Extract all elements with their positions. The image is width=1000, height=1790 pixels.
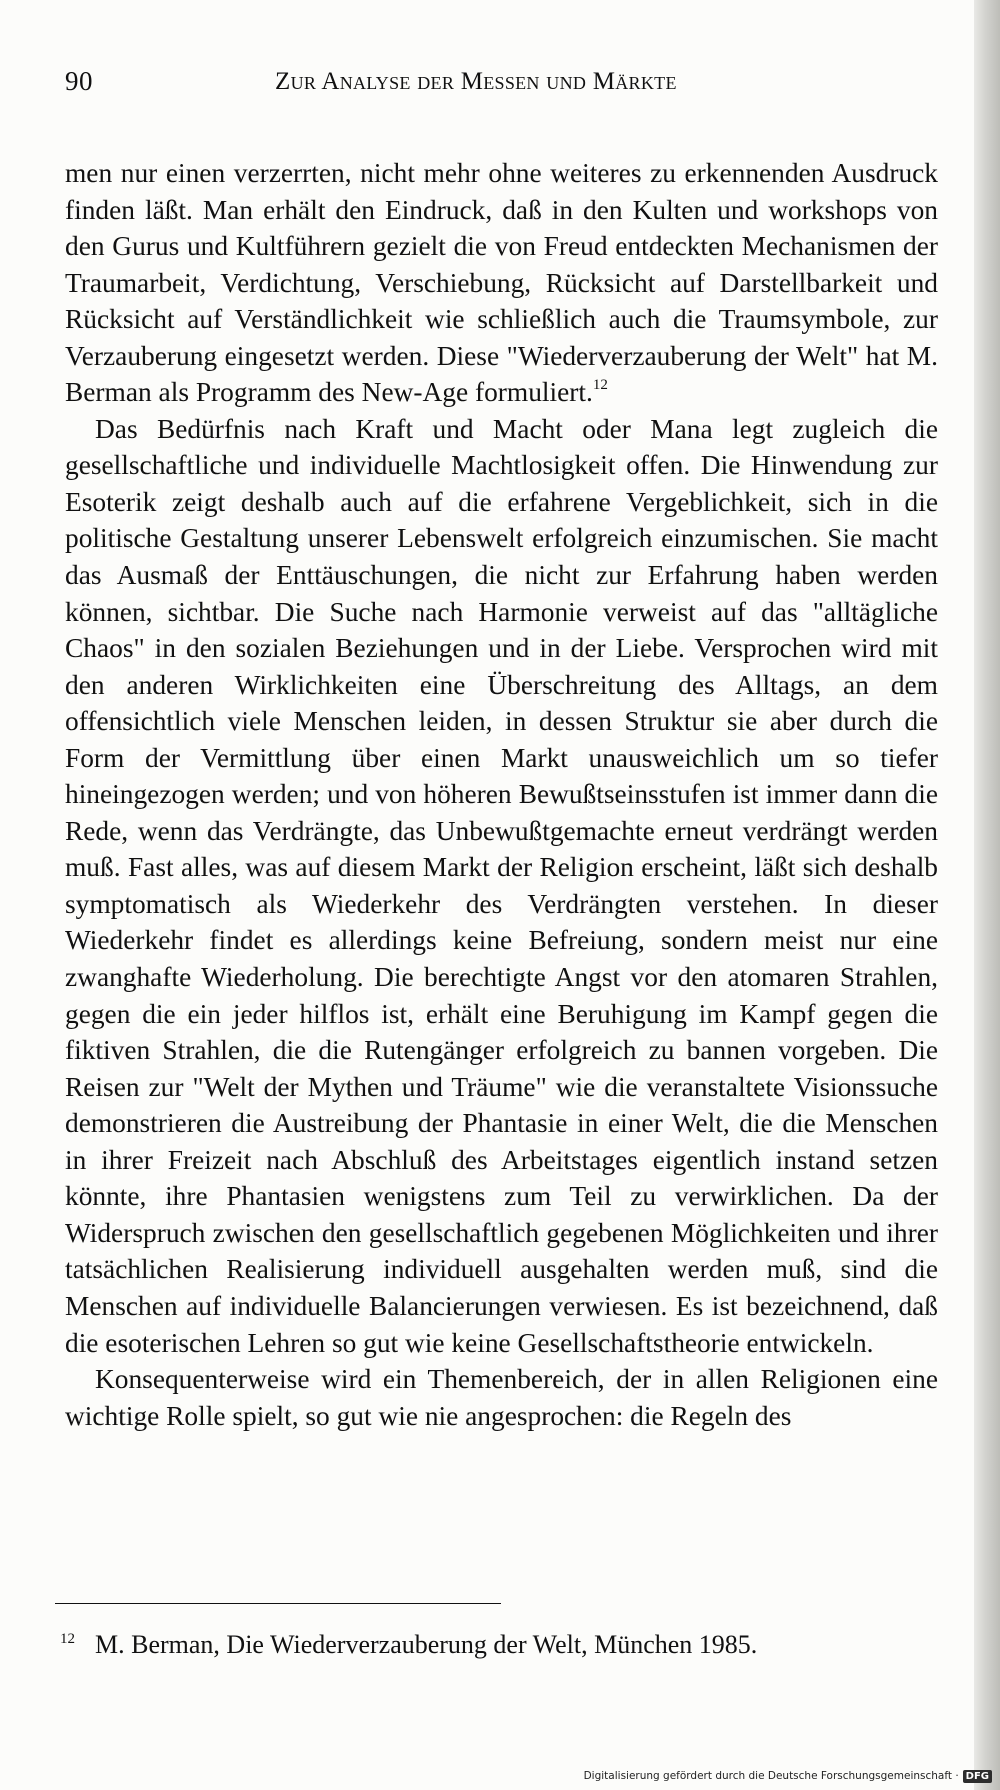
dfg-logo: DFG xyxy=(963,1770,992,1783)
page-edge-shadow xyxy=(974,0,1000,1790)
running-head: Zur Analyse der Messen und Märkte xyxy=(275,68,677,95)
paragraph-1 xyxy=(65,155,938,411)
footnote-reference[interactable]: 12 xyxy=(592,377,608,394)
footnote-text: M. Berman, Die Wiederverzauberung der Welt, München 1985. xyxy=(95,1630,758,1659)
footnote xyxy=(60,1622,940,1662)
page-number: 90 xyxy=(65,66,93,96)
paragraph-1-text: men nur einen verzerrten, nicht mehr ohne weiteres zu erkennenden Ausdruck finden läßt. Man erhält den Eindruck, daß in den Kulten und workshops von den Gurus und Kultführern gezielt die von Freud entdeckten Mechanismen der Traumarbeit, Verdichtung, Verschiebung, Rücksicht auf Darstellbarkeit und Rücksicht auf Verständlichkeit wie schließlich auch die Traumsymbole, zur Verzauberung eingesetzt werden. Diese "Wiederverzauberung der Welt" hat M. Berman als Programm des New-Age formuliert. xyxy=(65,158,938,408)
paragraph-2: Das Bedürfnis nach Kraft und Macht oder Mana legt zugleich die gesellschaftliche und individuelle Machtlosigkeit offen. Die Hinwendung zur Esoterik zeigt deshalb auch auf die erfahrene Vergeblichkeit, sich in die politische Gestaltung unserer Lebenswelt erfolgreich einzumischen. Sie macht das Ausmaß der Enttäuschungen, die nicht zur Erfahrung haben werden können, sichtbar. Die Suche nach Harmonie verweist auf das "alltägliche Chaos" in den sozialen Beziehungen und in der Liebe. Versprochen wird mit den anderen Wirklichkeiten eine Überschreitung des Alltags, an dem offensichtlich viele Menschen leiden, in dessen Struktur sie aber durch die Form der Vermittlung über einen Markt unausweichlich um so tiefer hineingezogen werden; und von höheren Bewußtseinsstufen ist immer dann die Rede, wenn das Verdrängte, das Unbewußtgemachte erneut verdrängt werden muß. Fast alles, was auf diesem Markt der Religion erscheint, läßt sich deshalb symptomatisch als Wiederkehr des Verdrängten verstehen. In dieser Wiederkehr findet es allerdings keine Befreiung, sondern meist nur eine zwanghafte Wiederholung. Die berechtigte Angst vor den atomaren Strahlen, gegen die ein jeder hilflos ist, erhält eine Beruhigung im Kampf gegen die fiktiven Strahlen, die die Rutengänger erfolgreich zu bannen vorgeben. Die Reisen zur "Welt der Mythen und Träume" wie die veranstaltete Visionssuche demonstrieren die Austreibung der Phantasie in einer Welt, die die Menschen in ihrer Freizeit nach Abschluß des Arbeitstages eigentlich instand setzen könnte, ihre Phantasien wenigstens zum Teil zu verwirklichen. Da der Widerspruch zwischen den gesellschaftlich gegebenen Möglichkeiten und ihrer tatsächlichen Realisierung individuell ausgehalten werden muß, sind die Menschen auf individuelle Balancierungen verwiesen. Es ist bezeichnend, daß die esoterischen Lehren so gut wie keine Gesellschaftstheorie entwickeln. xyxy=(65,413,938,1358)
page-header xyxy=(65,66,945,102)
body-text xyxy=(65,155,938,1434)
paragraph-3: Konsequenterweise wird ein Themenbereich, der in allen Religionen eine wichtige Rolle spielt, so gut wie nie angesprochen: die Regeln des xyxy=(65,1364,938,1431)
footnote-number: 12 xyxy=(60,1631,75,1647)
footnote-divider xyxy=(55,1603,501,1604)
digitization-notice xyxy=(584,1767,992,1785)
digitization-notice-text: Digitalisierung gefördert durch die Deutsche Forschungsgemeinschaft · xyxy=(583,1770,959,1782)
